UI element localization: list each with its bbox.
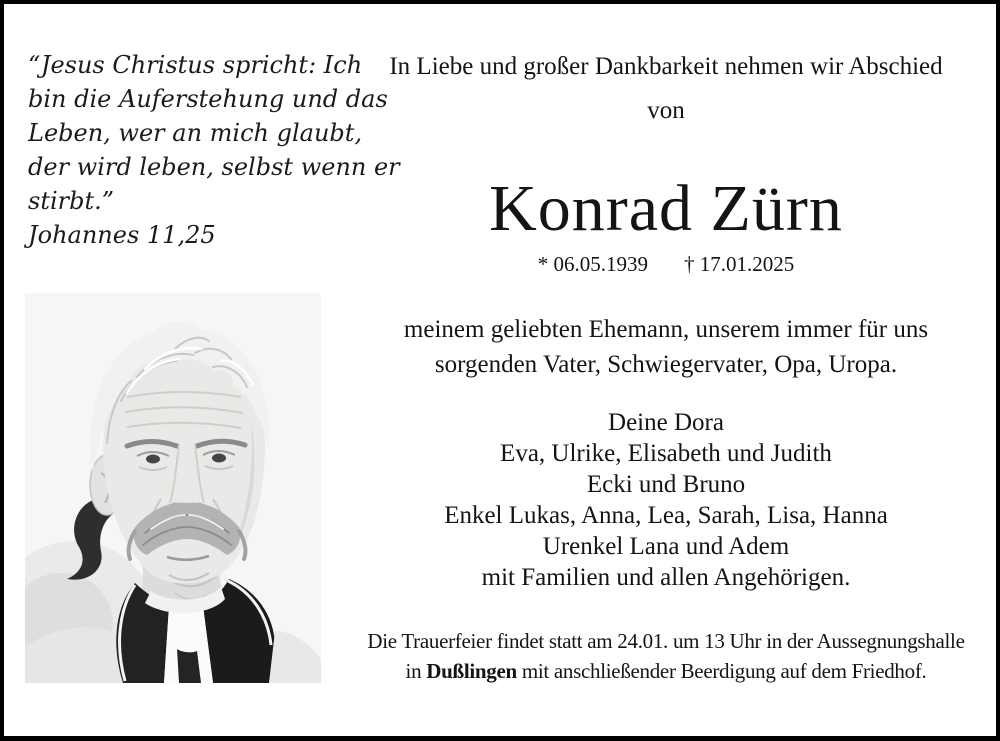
quote-line: Leben, wer an mich glaubt,	[28, 119, 363, 147]
portrait-photo-image	[25, 293, 321, 683]
intro-line: In Liebe und großer Dankbarkeit nehmen wir Abschied	[389, 53, 943, 80]
life-dates	[343, 252, 989, 276]
quote-line: bin die Auferstehung und das	[28, 85, 388, 113]
mourners-list	[343, 407, 989, 593]
funeral-line	[343, 656, 989, 686]
notice-body	[343, 4, 989, 736]
dedication-line: sorgenden Vater, Schwiegervater, Opa, Uropa.	[434, 351, 898, 378]
mourner-line: Ecki und Bruno	[586, 471, 746, 498]
deceased-name: Konrad Zürn	[489, 172, 843, 245]
dedication	[343, 312, 989, 382]
funeral-info	[343, 626, 989, 686]
funeral-text-post: mit anschließender Beerdigung auf dem Friedhof.	[516, 659, 927, 683]
quote-line: der wird leben, selbst wenn er	[28, 153, 400, 181]
funeral-text-pre: in	[405, 659, 427, 683]
quote-line: “Jesus Christus spricht: Ich	[28, 51, 363, 79]
mourner-line: Eva, Ulrike, Elisabeth und Judith	[500, 440, 832, 467]
quote-line: stirbt.”	[28, 187, 115, 215]
quote-reference: Johannes 11,25	[28, 221, 216, 249]
dedication-line: meinem geliebten Ehemann, unserem immer für uns	[403, 316, 929, 343]
portrait-photo	[25, 293, 321, 683]
funeral-line: Die Trauerfeier findet statt am 24.01. um 13 Uhr in der Aussegnungshalle	[367, 629, 965, 653]
death-date: † 17.01.2025	[684, 252, 795, 276]
mourner-line: Enkel Lukas, Anna, Lea, Sarah, Lisa, Hanna	[444, 502, 888, 529]
mourner-line: Urenkel Lana und Adem	[542, 533, 790, 560]
birth-date: * 06.05.1939	[537, 252, 648, 276]
intro-von: von	[647, 97, 685, 124]
mourner-line: Deine Dora	[608, 409, 724, 436]
funeral-place: Dußlingen	[426, 659, 517, 683]
mourner-line: mit Familien und allen Angehörigen.	[481, 564, 851, 591]
